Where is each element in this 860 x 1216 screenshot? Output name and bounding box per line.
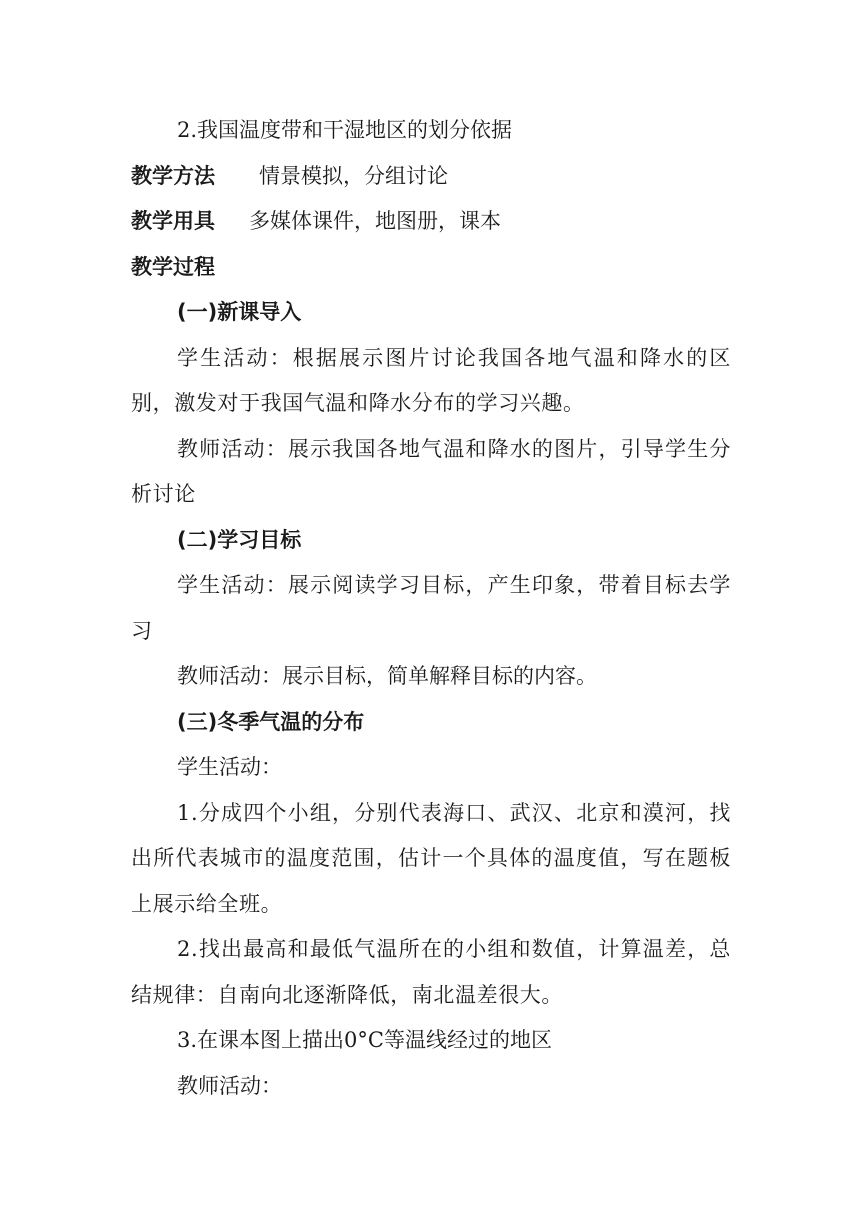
section-winter-item-2: 2.找出最高和最低气温所在的小组和数值，计算温差，总结规律：自南向北逐渐降低，南北温差很大。 [131,937,731,1007]
teaching-process-heading: 教学过程 [131,254,215,279]
section-winter-student-label: 学生活动： [177,755,282,779]
section-objectives-student-activity: 学生活动：展示阅读学习目标，产生印象，带着目标去学习 [131,573,731,643]
teaching-tools-label: 教学用具 [131,209,215,233]
teaching-method-label: 教学方法 [131,163,215,188]
section-intro-student-activity: 学生活动：根据展示图片讨论我国各地气温和降水的区别，激发对于我国气温和降水分布的学习兴趣。 [131,345,731,415]
teaching-tools-value: 多媒体课件，地图册，课本 [249,209,501,233]
section-heading-intro: (一)新课导入 [177,300,302,324]
teaching-tools-row [131,199,731,245]
section-winter-teacher-label: 教师活动： [177,1073,282,1098]
section-intro-teacher-activity: 教师活动：展示我国各地气温和降水的图片，引导学生分析讨论 [131,436,731,506]
teaching-method-value: 情景模拟，分组讨论 [259,163,448,188]
section-heading-objectives: (二)学习目标 [177,527,302,552]
section-objectives-teacher-activity: 教师活动：展示目标，简单解释目标的内容。 [177,664,597,688]
document-body [131,108,731,1109]
section-heading-winter-temperature: (三)冬季气温的分布 [177,709,365,734]
section-winter-item-1: 1.分成四个小组，分别代表海口、武汉、北京和漠河，找出所代表城市的温度范围，估计一个具体的温度值，写在题板上展示给全班。 [131,800,731,916]
section-winter-item-3: 3.在课本图上描出0°C等温线经过的地区 [177,1028,552,1052]
teaching-method-row [131,154,731,200]
objective-item-2: 2.我国温度带和干湿地区的划分依据 [177,118,513,142]
